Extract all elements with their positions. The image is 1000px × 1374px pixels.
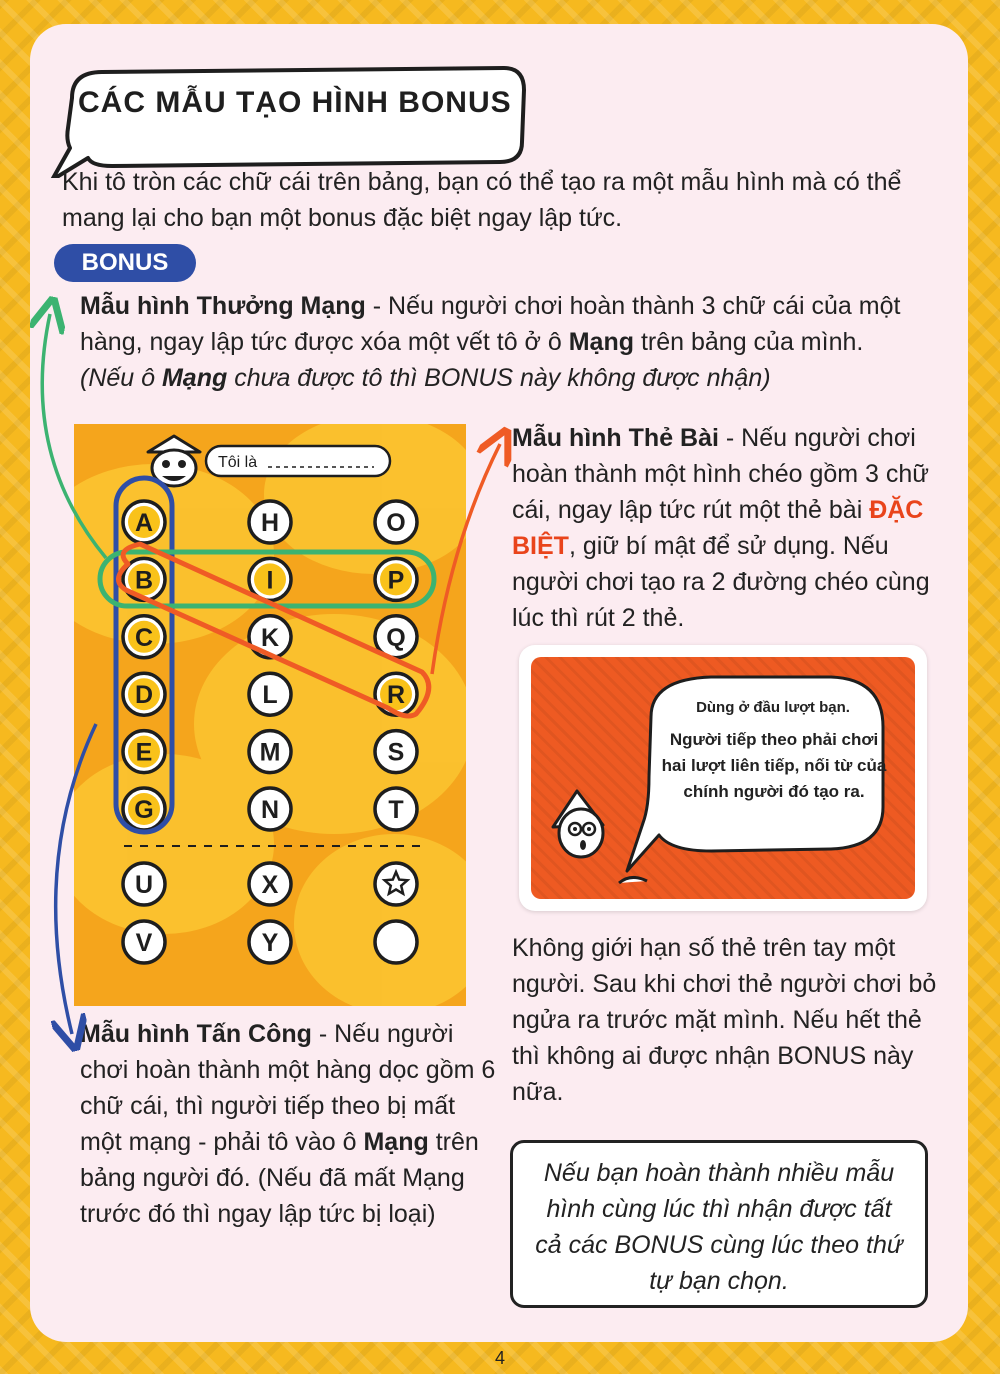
board-letter-label: I bbox=[266, 566, 274, 595]
board-cell-t[interactable] bbox=[375, 788, 417, 830]
board-letter-label: E bbox=[135, 738, 153, 767]
board-cell-e[interactable] bbox=[123, 731, 165, 773]
bonus-badge: BONUS bbox=[54, 244, 196, 282]
board-cell-u[interactable] bbox=[123, 863, 165, 905]
combo-note-text: Nếu bạn hoàn thành nhiều mẫu hình cùng lúc thì nhận được tất cả các BONUS cùng lúc theo thứ tự bạn chọn. bbox=[535, 1159, 903, 1295]
life-pattern-note-2: chưa được tô thì BONUS này không được nhận) bbox=[227, 364, 771, 392]
attack-pattern-desc-2: trên bảng người đó. (Nếu đã mất Mạng trước đó thì ngay lập tức bị loại) bbox=[80, 1128, 479, 1228]
life-pattern-note-1: (Nếu ô bbox=[80, 364, 162, 392]
board-letter-label: H bbox=[260, 509, 280, 537]
board-letter-label: C bbox=[134, 623, 154, 652]
card-pattern-section bbox=[512, 420, 952, 636]
board-graphic bbox=[74, 424, 466, 1006]
board-letter-label: L bbox=[262, 681, 278, 710]
board-letter-label: V bbox=[135, 929, 153, 957]
life-pattern-desc-2: trên bảng của mình. bbox=[634, 328, 864, 356]
page-title: CÁC MẪU TẠO HÌNH BONUS bbox=[78, 86, 512, 119]
life-pattern-note-mang: Mạng bbox=[161, 364, 228, 392]
special-card-label: ĐẶC BIỆT bbox=[512, 496, 924, 560]
board-cell-p[interactable] bbox=[375, 558, 417, 600]
attack-pattern-mang: Mạng bbox=[363, 1128, 429, 1156]
board-cell-g[interactable] bbox=[123, 788, 165, 830]
board-cell-y[interactable] bbox=[249, 921, 291, 963]
card-pattern-desc-2: , giữ bí mật để sử dụng. Nếu người chơi tạo ra 2 đường chéo cùng lúc thì rút 2 thẻ. bbox=[512, 532, 930, 632]
board-letter-label: O bbox=[386, 509, 406, 537]
board-cell-life[interactable] bbox=[375, 921, 417, 963]
board-cell-c[interactable] bbox=[123, 616, 165, 658]
combo-note-box bbox=[510, 1140, 928, 1308]
board-letter-label: T bbox=[388, 796, 404, 824]
player-board bbox=[74, 424, 466, 1006]
intro-text: Khi tô tròn các chữ cái trên bảng, bạn có thể tạo ra một mẫu hình mà có thể mang lại cho bạn một bonus đặc biệt ngay lập tức. bbox=[62, 168, 902, 232]
name-label: Tôi là bbox=[218, 454, 258, 471]
board-letter-label: R bbox=[386, 681, 406, 710]
special-card bbox=[531, 657, 915, 899]
board-cell-h[interactable] bbox=[249, 501, 291, 543]
board-cell-x[interactable] bbox=[249, 863, 291, 905]
board-cell-o[interactable] bbox=[375, 501, 417, 543]
board-cell-l[interactable] bbox=[249, 673, 291, 715]
board-cell-b[interactable] bbox=[123, 558, 165, 600]
attack-pattern-name: Mẫu hình Tấn Công bbox=[80, 1020, 312, 1048]
page-number: 4 bbox=[494, 1348, 505, 1368]
board-letter-label: D bbox=[134, 681, 154, 710]
life-pattern-section bbox=[80, 288, 950, 396]
board-letter-label: P bbox=[387, 566, 405, 595]
card-effect-text: Người tiếp theo phải chơi hai lượt liên tiếp, nối từ của chính người đó tạo ra. bbox=[661, 730, 887, 801]
mascot-face-icon bbox=[148, 436, 200, 486]
rules-page bbox=[30, 24, 968, 1342]
board-letter-label: G bbox=[134, 796, 154, 824]
attack-pattern-section bbox=[80, 1016, 500, 1232]
card-pattern-desc-1: - Nếu người chơi hoàn thành một hình chéo gồm 3 chữ cái, ngay lập tức rút một thẻ bài bbox=[512, 424, 930, 524]
board-letter-label: S bbox=[387, 738, 405, 767]
board-letter-label: X bbox=[261, 871, 279, 899]
card-mascot-icon bbox=[553, 791, 647, 883]
board-letter-label: K bbox=[260, 623, 280, 652]
board-cell-n[interactable] bbox=[249, 788, 291, 830]
board-cell-a[interactable] bbox=[123, 501, 165, 543]
board-letter-label: B bbox=[134, 566, 154, 595]
board-cell-d[interactable] bbox=[123, 673, 165, 715]
card-timing-text: Dùng ở đầu lượt bạn. bbox=[696, 699, 850, 716]
board-cell-i[interactable] bbox=[249, 558, 291, 600]
life-pattern-desc-1: - Nếu người chơi hoàn thành 3 chữ cái của một hàng, ngay lập tức được xóa một vết tô ở ô bbox=[80, 292, 901, 356]
life-pattern-name: Mẫu hình Thưởng Mạng bbox=[80, 292, 366, 320]
board-letter-label: A bbox=[134, 509, 154, 537]
board-letter-label: M bbox=[259, 738, 281, 767]
board-letter-label: Q bbox=[386, 623, 406, 652]
board-cell-v[interactable] bbox=[123, 921, 165, 963]
board-letter-label: U bbox=[134, 871, 154, 899]
board-cell-q[interactable] bbox=[375, 616, 417, 658]
board-cell-k[interactable] bbox=[249, 616, 291, 658]
board-letter-label: N bbox=[260, 796, 280, 824]
special-card-example bbox=[519, 645, 927, 911]
life-pattern-mang: Mạng bbox=[568, 328, 635, 356]
board-cell-star[interactable] bbox=[375, 863, 417, 905]
card-pattern-name: Mẫu hình Thẻ Bài bbox=[512, 424, 719, 452]
hand-rule-text: Không giới hạn số thẻ trên tay một người. Sau khi chơi thẻ người chơi bỏ ngửa ra trước mặt mình. Nếu hết thẻ thì không ai được nhận BONUS này nữa. bbox=[512, 934, 937, 1106]
board-letter-label: Y bbox=[261, 929, 279, 957]
board-cell-s[interactable] bbox=[375, 731, 417, 773]
board-cell-r[interactable] bbox=[375, 673, 417, 715]
attack-pattern-desc-1: - Nếu người chơi hoàn thành một hàng dọc gồm 6 chữ cái, thì người tiếp theo bị mất một mạng - phải tô vào ô bbox=[80, 1020, 496, 1156]
board-cell-m[interactable] bbox=[249, 731, 291, 773]
